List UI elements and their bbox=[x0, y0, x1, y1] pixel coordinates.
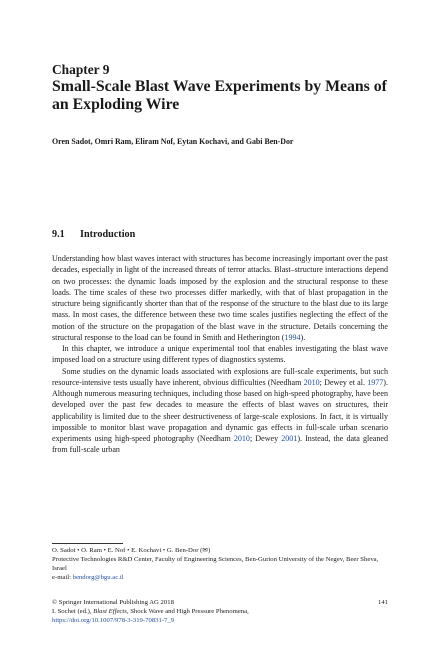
citation-link[interactable]: 1977 bbox=[367, 377, 384, 387]
paragraph-text: ). bbox=[300, 332, 306, 342]
footnote-divider bbox=[52, 543, 123, 544]
paragraph-text: ). Instead, the data gleaned from full-scale urban bbox=[52, 434, 388, 455]
section-number: 9.1 bbox=[52, 229, 65, 240]
book-reference bbox=[52, 608, 388, 617]
paragraph-text: Understanding how blast waves interact with structures has become increasingly important over the past decades, especially in light of the increased threats of terror attacks. Blast–structure interactions depend on two processes: the dynamic loads imposed by the explosion and the structural response to these loads. The time scales of these two processes differ markedly, with that of blast propagation in the structure being significantly shorter than that of the response of the structure to the blast due to its large mass. In most cases, the difference between these two time scales justifies neglecting the effect of the motion of the structure on the propagation of the blast wave in the structure. Details concerning the structural response to the load can be found in Smith and Hetherington ( bbox=[52, 254, 388, 342]
author-affiliation bbox=[52, 547, 388, 583]
affiliation-authors: O. Sadot • O. Ram • E. Nof • E. Kochavi • G. Ben-Dor (✉) bbox=[52, 547, 211, 554]
paragraph-2: In this chapter, we introduce a unique experimental tool that enables investigating the blast wave imposed load on a structure using different types of diagnostics systems. bbox=[52, 344, 388, 365]
copyright-block bbox=[52, 599, 388, 626]
email-label: e-mail: bbox=[52, 573, 73, 581]
page-number: 141 bbox=[377, 599, 388, 606]
paragraph-text: ; Dewey et al. bbox=[319, 377, 368, 387]
doi-link[interactable]: https://doi.org/10.1007/978-3-319-70831-7_9 bbox=[52, 616, 175, 624]
paragraph-text: ; Dewey bbox=[249, 434, 282, 443]
paragraph-1 bbox=[52, 253, 388, 343]
email-link[interactable]: bendorg@bgu.ac.il bbox=[72, 573, 124, 581]
series-text: , Shock Wave and High Pressure Phenomena, bbox=[126, 607, 249, 615]
section-heading bbox=[52, 229, 135, 240]
paragraph-text: ). Although numerous measuring techniques, including those based on high-speed photography, have been developed over the past few decades to measure the effects of blast waves on structures, their applicability is limited due to the sheer destructiveness of large-scale explosions. In fact, it is virtually impossible to monitor blast wave propagation and dynamic gas effects in full-scale urban scenario experiments using high-speed photography (Needham bbox=[52, 377, 388, 443]
citation-link[interactable]: 2010 bbox=[303, 377, 320, 387]
citation-link[interactable]: 1994 bbox=[284, 332, 301, 342]
affiliation-email-line bbox=[52, 574, 388, 583]
citation-link[interactable]: 2010 bbox=[233, 434, 250, 443]
chapter-title: Small-Scale Blast Wave Experiments by Means of an Exploding Wire bbox=[52, 78, 387, 114]
citation-link[interactable]: 2001 bbox=[281, 434, 298, 443]
section-title: Introduction bbox=[80, 229, 136, 240]
author-list: Oren Sadot, Omri Ram, Eliram Nof, Eytan Kochavi, and Gabi Ben-Dor bbox=[52, 137, 294, 146]
book-title: Blast Effects bbox=[93, 607, 127, 615]
chapter-label: Chapter 9 bbox=[52, 62, 110, 77]
paragraph-3 bbox=[52, 366, 388, 456]
affiliation-institution: Protective Technologies R&D Center, Faculty of Engineering Sciences, Ben-Gurion University of the Negev, Beer Sheva, Israel bbox=[52, 555, 379, 572]
paragraph-text: Some studies on the dynamic loads associated with explosions are full-scale experiments, but such resource-intensive tests usually have inherent, obvious difficulties (Needham bbox=[52, 366, 388, 387]
copyright-line: © Springer International Publishing AG 2018 bbox=[52, 599, 174, 606]
body-text bbox=[52, 253, 388, 456]
editor-text: I. Sochet (ed.), bbox=[52, 607, 94, 615]
